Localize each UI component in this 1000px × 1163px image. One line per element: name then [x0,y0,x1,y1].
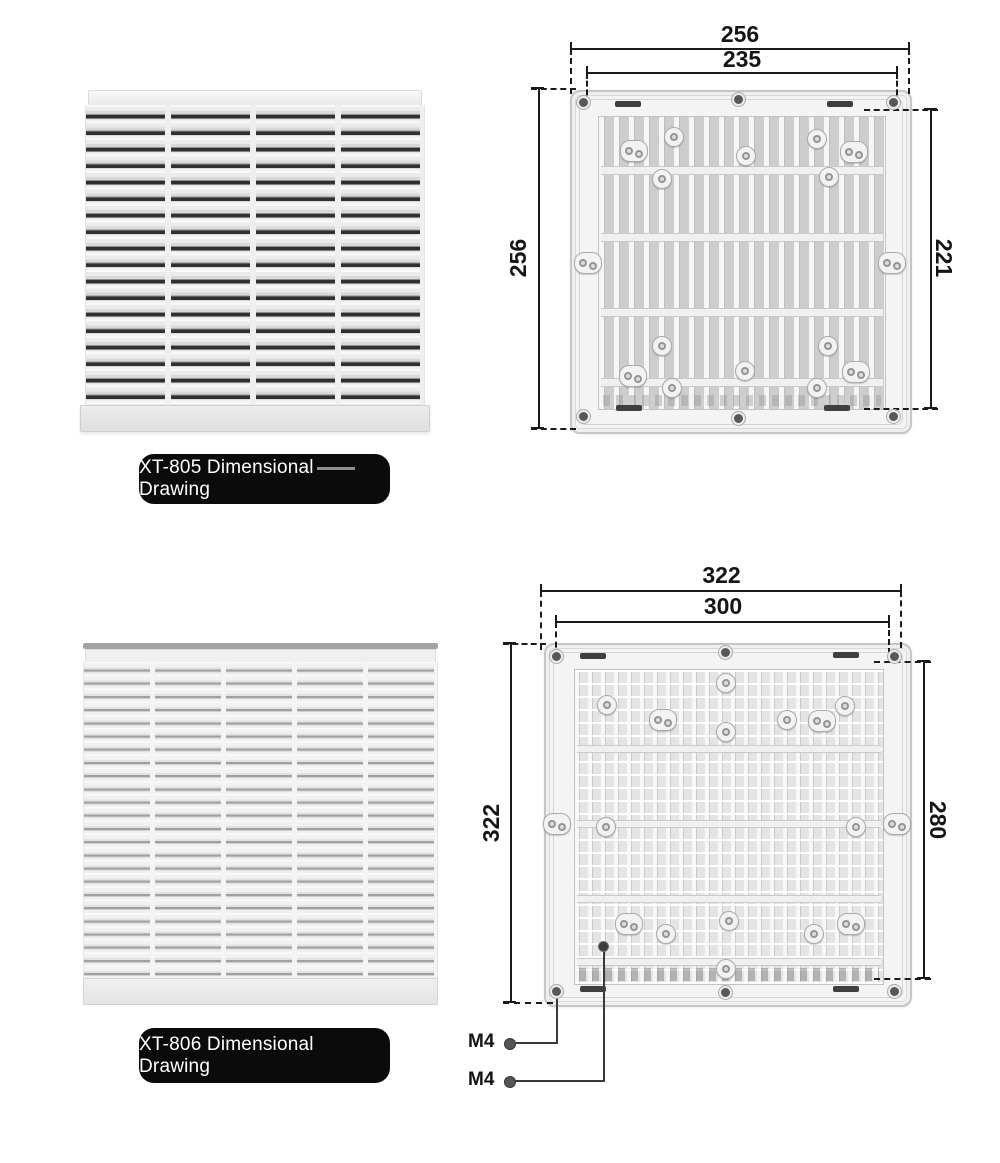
xt805-label-text: XT-805 Dimensional Drawing [139,457,314,500]
screw-boss [842,361,870,383]
screw-boss [664,127,684,147]
screw-boss [840,141,868,163]
retaining-clip [580,653,606,659]
screw-boss [819,167,839,187]
screw-boss [596,817,616,837]
screw-boss [716,722,736,742]
extension-line [531,88,576,90]
dim-806-right-height-value: 280 [925,800,951,840]
frame-screw [719,646,732,659]
frame-screw [887,96,900,109]
screw-boss [716,673,736,693]
screw-boss [736,146,756,166]
frame-screw [719,986,732,999]
screw-boss [735,361,755,381]
leader-dot [504,1038,516,1050]
extension-line [908,48,910,94]
screw-boss [807,129,827,149]
dim-805-right-height-value: 221 [931,238,957,278]
frame-screw [550,650,563,663]
xt806-front-photo [83,643,438,1003]
dim-805-outer-width-value: 256 [720,21,760,47]
dim-806-inner-width-line [556,621,890,623]
screw-boss [807,378,827,398]
extension-line [503,1002,553,1004]
extension-line [531,428,576,430]
extension-line [864,408,938,410]
screw-boss [777,710,797,730]
screw-boss [835,696,855,716]
artifact-line [317,467,355,470]
extension-line [888,621,890,654]
rear-grille-805 [598,116,886,410]
screw-boss [597,695,617,715]
screw-boss [804,924,824,944]
louver-slats [85,105,425,405]
retaining-clip [615,101,641,107]
grille-rail [601,233,883,242]
dim-806-outer-width-value: 322 [702,562,741,588]
leader-line [515,1080,604,1082]
grille-rail [577,895,881,903]
leader-line [556,997,558,1044]
dim-806-left-height-value: 322 [478,803,504,843]
screw-boss [615,913,643,935]
mounting-hole-dot [598,941,609,952]
screw-boss [846,817,866,837]
xt806-label-text: XT-806 Dimensional Drawing [139,1033,314,1077]
grille-base [83,978,438,1005]
thread-label-m4-1: M4 [468,1031,495,1052]
retaining-clip [580,986,606,992]
screw-boss [619,365,647,387]
screw-boss [808,710,836,732]
screw-boss [837,913,865,935]
screw-boss [649,709,677,731]
screw-boss [716,959,736,979]
screw-boss [719,911,739,931]
extension-line [900,590,902,648]
thread-label-m4-2: M4 [468,1069,495,1090]
frame-screw [577,96,590,109]
dim-805-left-height-value: 256 [505,238,531,278]
frame-screw [550,985,563,998]
edge-screw-boss [543,813,571,835]
screw-boss [620,140,648,162]
extension-line [540,590,542,650]
retaining-clip [616,405,642,411]
grille-base [80,405,430,432]
xt805-front-photo [85,90,425,430]
dim-805-inner-width-value: 235 [722,46,762,72]
screw-boss [662,378,682,398]
extension-line [864,109,938,111]
edge-screw-boss [883,813,911,835]
xt805-label [139,454,390,504]
screw-boss [818,336,838,356]
dim-806-inner-width-value: 300 [703,593,743,619]
retaining-clip [824,405,850,411]
frame-screw [732,412,745,425]
screw-boss [656,924,676,944]
retaining-clip [833,652,859,658]
grille-rail [577,820,881,828]
xt806-rear-drawing [544,643,912,1007]
louver-slats [83,662,438,978]
screw-boss [652,336,672,356]
extension-line [874,661,931,663]
frame-screw [577,410,590,423]
edge-screw-boss [878,252,906,274]
rear-grille-806 [574,669,884,985]
leader-dot [504,1076,516,1088]
xt806-label [139,1028,390,1083]
retaining-clip [827,101,853,107]
extension-line [874,978,931,980]
frame-screw [887,410,900,423]
dim-805-left-height-line [538,88,540,428]
grille-rail [601,166,883,175]
xt805-rear-drawing [570,90,912,434]
frame-screw [732,93,745,106]
grille-rail [601,308,883,317]
leader-line [603,950,605,1082]
grille-rail [577,745,881,753]
dim-806-left-height-line [510,643,512,1003]
screw-boss [652,169,672,189]
frame-screw [888,650,901,663]
grille-top-cap [88,90,422,106]
frame-screw [888,985,901,998]
retaining-clip [833,986,859,992]
edge-screw-boss [574,252,602,274]
leader-line [515,1042,557,1044]
dim-806-outer-width-line [541,590,902,592]
extension-line [503,643,546,645]
